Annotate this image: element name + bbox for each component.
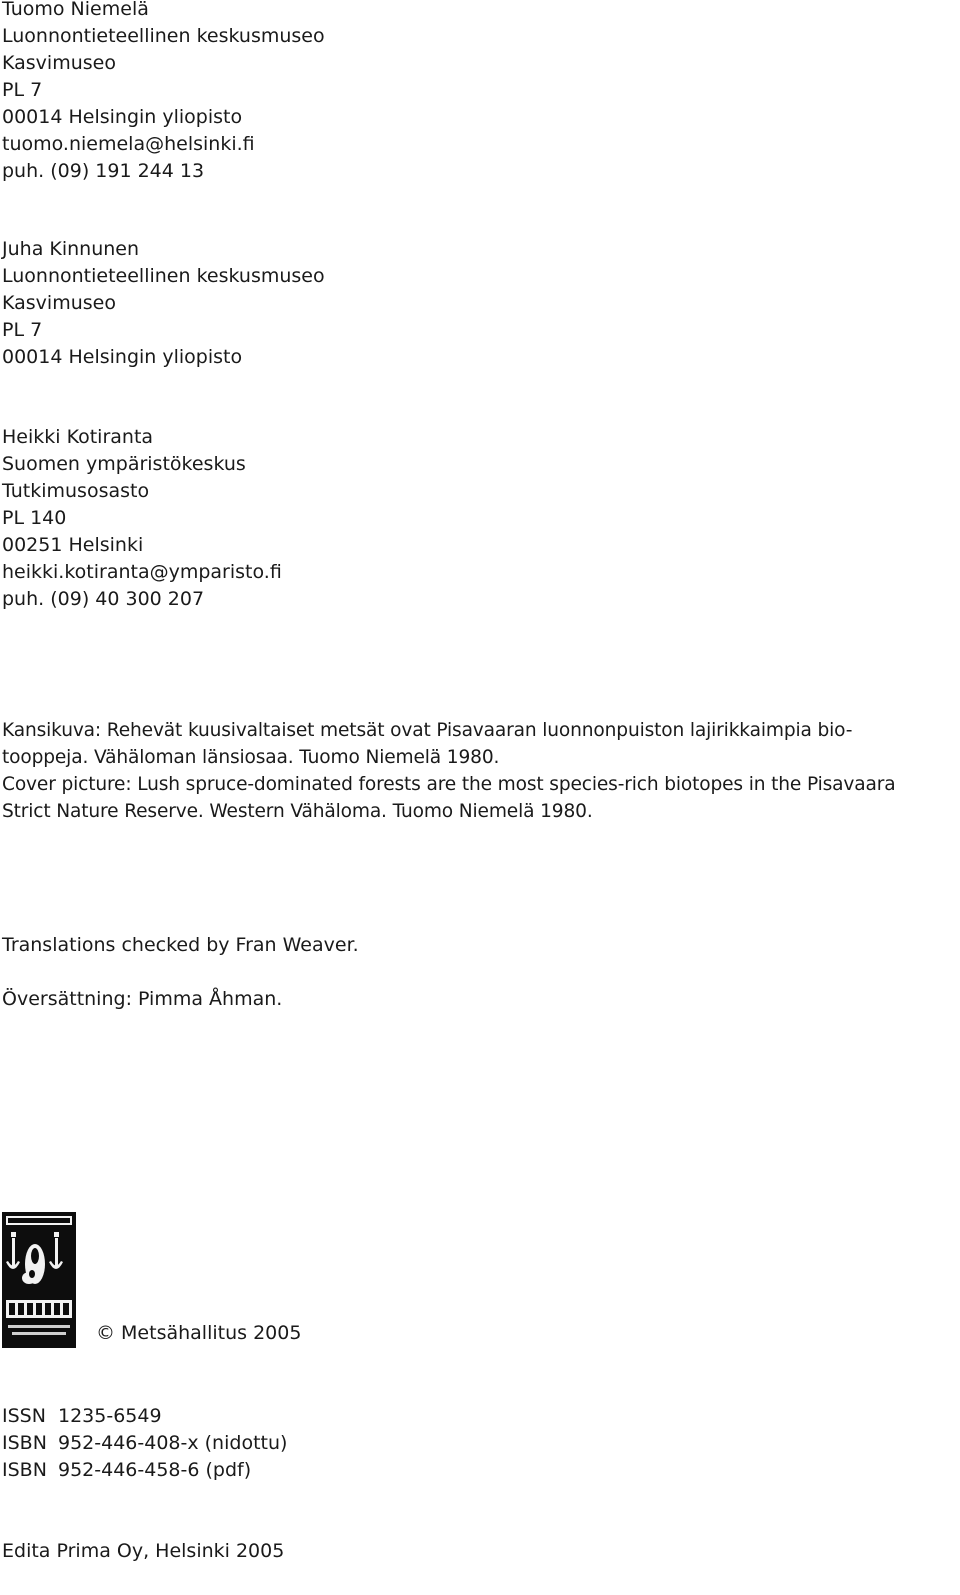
author-phone: puh. (09) 191 244 13 [2,160,205,182]
identifier-row [2,1457,287,1484]
identifier-row [2,1403,287,1430]
translation-english: Translations checked by Fran Weaver. [2,934,359,956]
copyright-notice: © Metsähallitus 2005 [96,1322,302,1344]
author-block-niemela [2,0,325,185]
author-postal-address: 00014 Helsingin yliopisto [2,346,243,368]
translation-credits [2,932,359,1013]
environmental-label-logo [2,1212,76,1348]
identifier-value: 952-446-458-6 (pdf) [58,1459,252,1481]
cover-caption [2,717,896,825]
author-department: Kasvimuseo [2,52,116,74]
author-institution: Luonnontieteellinen keskusmuseo [2,265,325,287]
printer-line: Edita Prima Oy, Helsinki 2005 [2,1540,285,1562]
caption-line-finnish-1: Kansikuva: Rehevät kuusivaltaiset metsät ovat Pisavaaran luonnonpuiston lajirikkaimpia bio- [2,720,853,741]
author-email: heikki.kotiranta@ymparisto.fi [2,561,282,583]
author-postal-address: 00014 Helsingin yliopisto [2,106,243,128]
identifier-row [2,1430,287,1457]
logo-graphic [2,1212,76,1348]
author-name: Juha Kinnunen [2,238,140,260]
identifier-label: ISBN [2,1432,47,1454]
author-po-box: PL 140 [2,507,67,529]
identifier-value: 952-446-408-x (nidottu) [58,1432,288,1454]
author-name: Heikki Kotiranta [2,426,154,448]
author-phone: puh. (09) 40 300 207 [2,588,205,610]
caption-line-finnish-2: tooppeja. Vähäloman länsiosaa. Tuomo Niemelä 1980. [2,747,500,768]
caption-line-english-1: Cover picture: Lush spruce-dominated forests are the most species-rich biotopes in the Pisavaara [2,774,896,795]
author-name: Tuomo Niemelä [2,0,149,20]
author-institution: Suomen ympäristökeskus [2,453,246,475]
author-department: Kasvimuseo [2,292,116,314]
author-po-box: PL 7 [2,319,43,341]
identifier-value: 1235-6549 [58,1405,162,1427]
author-institution: Luonnontieteellinen keskusmuseo [2,25,325,47]
author-department: Tutkimusosasto [2,480,150,502]
author-email: tuomo.niemela@helsinki.fi [2,133,255,155]
printer-info [2,1538,284,1565]
author-block-kinnunen [2,236,325,371]
translation-swedish: Översättning: Pimma Åhman. [2,988,283,1010]
caption-line-english-2: Strict Nature Reserve. Western Vähäloma. Tuomo Niemelä 1980. [2,801,593,822]
bibliographic-identifiers [2,1403,287,1484]
author-postal-address: 00251 Helsinki [2,534,144,556]
identifier-label: ISBN [2,1459,47,1481]
identifier-label: ISSN [2,1405,46,1427]
author-po-box: PL 7 [2,79,43,101]
author-block-kotiranta [2,424,282,613]
